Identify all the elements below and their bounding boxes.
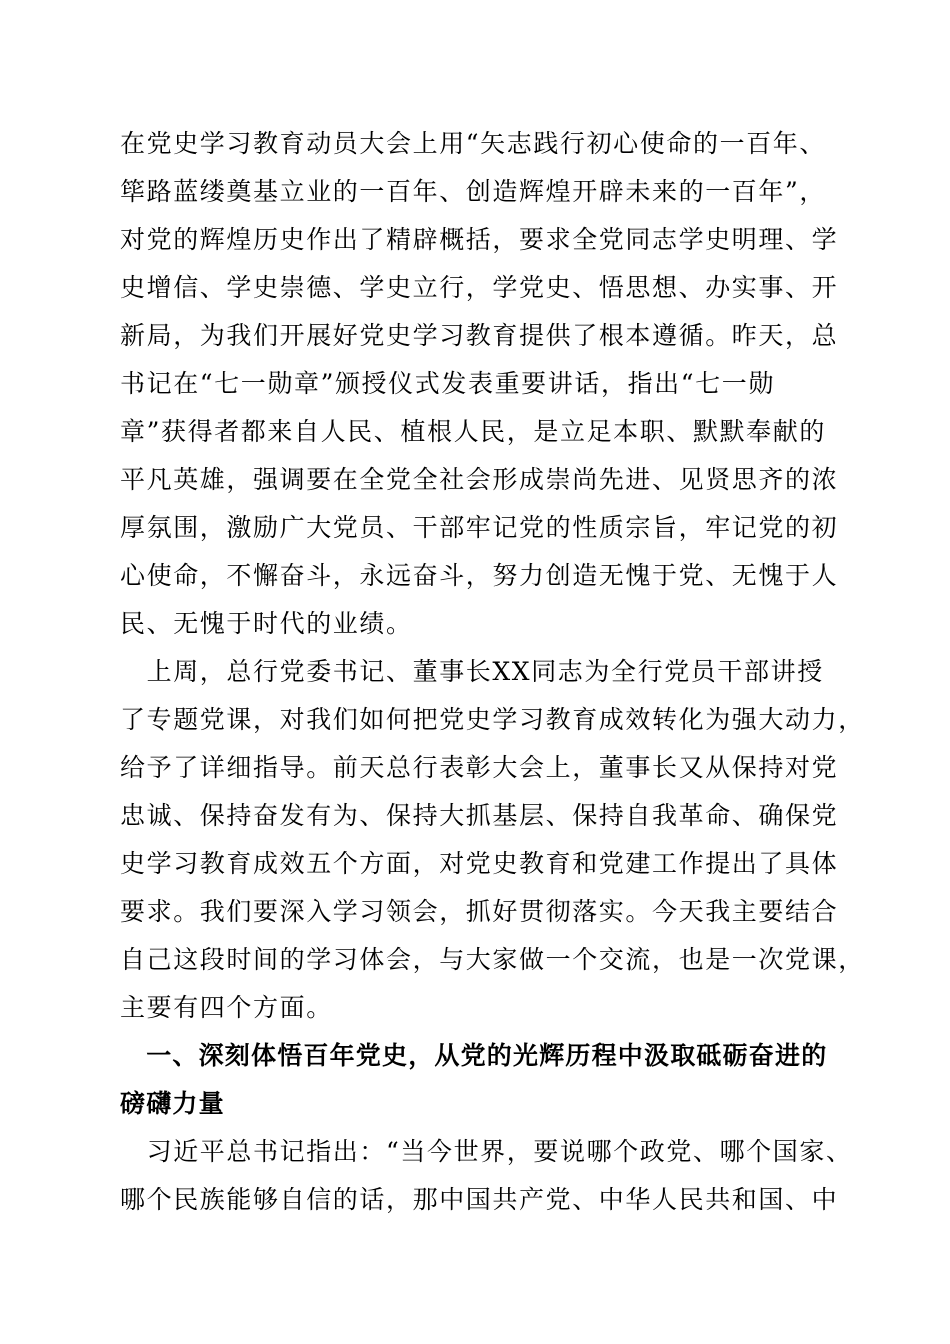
paragraph-3	[120, 1128, 853, 1224]
text-line: 筚路蓝缕奠基立业的一百年、创造辉煌开辟未来的一百年”，	[120, 177, 826, 206]
text-line: 忠诚、保持奋发有为、保持大抓基层、保持自我革命、确保党	[120, 801, 839, 830]
text-line: 厚氛围，激励广大党员、干部牢记党的性质宗旨，牢记党的初	[120, 513, 839, 542]
text-line: 新局，为我们开展好党史学习教育提供了根本遵循。昨天，总	[120, 321, 839, 350]
text-line: 民、无愧于时代的业绩。	[120, 609, 413, 638]
text-line: 史学习教育成效五个方面，对党史教育和党建工作提出了具体	[120, 849, 839, 878]
text-line: 平凡英雄，强调要在全党全社会形成崇尚先进、见贤思齐的浓	[120, 465, 839, 494]
text-line: 书记在“七一勋章”颁授仪式发表重要讲话，指出“七一勋	[120, 369, 775, 398]
section-heading	[120, 1032, 840, 1128]
text-line: 自己这段时间的学习体会，与大家做一个交流，也是一次党课，	[120, 945, 865, 974]
text-line: 主要有四个方面。	[120, 993, 333, 1022]
text-line: 要求。我们要深入学习领会，抓好贯彻落实。今天我主要结合	[120, 897, 839, 926]
heading-line: 一、深刻体悟百年党史，从党的光辉历程中汲取砥砺奋进的	[120, 1041, 828, 1070]
text-line: 史增信、学史崇德、学史立行，学党史、悟思想、办实事、开	[120, 273, 839, 302]
paragraph-2	[120, 648, 865, 1032]
text-line: 习近平总书记指出：“当今世界，要说哪个政党、哪个国家、	[120, 1137, 853, 1166]
text-line: 对党的辉煌历史作出了精辟概括，要求全党同志学史明理、学	[120, 225, 839, 254]
text-line: 给予了详细指导。前天总行表彰大会上，董事长又从保持对党	[120, 753, 839, 782]
paragraph-1	[120, 120, 840, 648]
heading-line: 磅礴力量	[120, 1089, 225, 1118]
document-body	[120, 120, 865, 1224]
text-line: 心使命，不懈奋斗，永远奋斗，努力创造无愧于党、无愧于人	[120, 561, 839, 590]
text-line: 在党史学习教育动员大会上用“矢志践行初心使命的一百年、	[120, 129, 826, 158]
text-line: 章”获得者都来自人民、植根人民，是立足本职、默默奉献的	[120, 417, 826, 446]
text-line: 哪个民族能够自信的话，那中国共产党、中华人民共和国、中	[120, 1185, 839, 1214]
text-line: 上周，总行党委书记、董事长XX同志为全行党员干部讲授	[120, 657, 824, 686]
text-line: 了专题党课，对我们如何把党史学习教育成效转化为强大动力，	[120, 705, 865, 734]
